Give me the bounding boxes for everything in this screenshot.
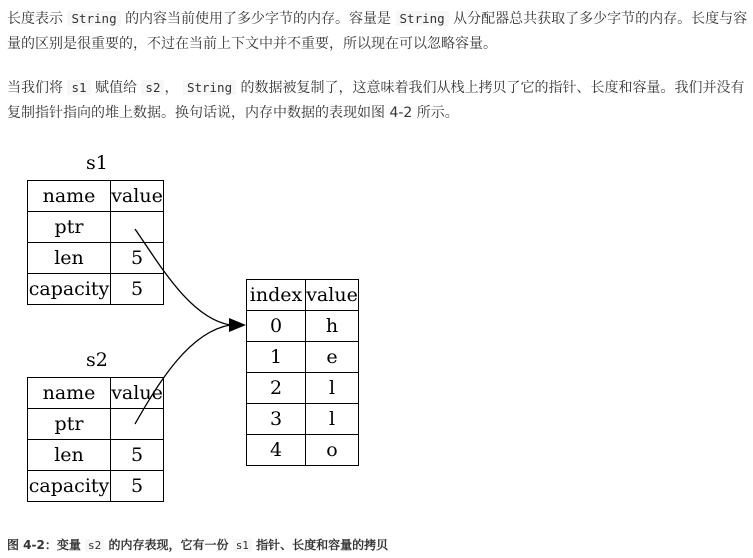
value-cell: l (306, 373, 359, 404)
inline-code: String (396, 11, 449, 26)
value-cell: 5 (111, 440, 164, 471)
name-cell: capacity (28, 471, 111, 502)
value-cell: e (306, 342, 359, 373)
text: 图 4-2：变量 (7, 538, 81, 552)
inline-code: s1 (67, 80, 90, 95)
index-cell: 4 (247, 435, 306, 466)
header-cell: name (28, 378, 111, 409)
text: 从分配器总共获取了多少字节的内存。长度与容量的区别是很重要的，不过在当前上下文中并不重要，所以现在可以忽略容量。 (7, 11, 748, 52)
inline-code: s2 (85, 539, 104, 552)
index-cell: 2 (247, 373, 306, 404)
value-cell: h (306, 311, 359, 342)
header-cell: index (247, 280, 306, 311)
value-cell: o (306, 435, 359, 466)
text: 赋值给 (94, 80, 137, 96)
inline-code: String (67, 11, 120, 26)
inline-code: s2 (141, 80, 164, 95)
name-cell: ptr (28, 212, 111, 243)
arrowhead (229, 318, 246, 332)
inline-code: String (183, 80, 236, 95)
text: 的数据被复制了，这意味着我们从栈上拷贝了它的指针、长度和容量。我们并没有复制指针指向的堆上数据。换句话说，内存中数据的表现如图 4-2 所示。 (7, 80, 745, 121)
name-cell: len (28, 440, 111, 471)
header-cell: name (28, 181, 111, 212)
s1-label: s1 (86, 152, 108, 174)
header-cell: value (111, 181, 164, 212)
name-cell: ptr (28, 409, 111, 440)
index-cell: 0 (247, 311, 306, 342)
header-cell: value (111, 378, 164, 409)
name-cell: capacity (28, 274, 111, 305)
text: ， (164, 80, 179, 96)
text: 当我们将 (7, 80, 63, 96)
figure-caption (7, 536, 388, 553)
inline-code: s1 (233, 539, 252, 552)
s2-label: s2 (86, 349, 108, 371)
s2-pointer-arrow (135, 325, 230, 424)
text: 的内存表现，它有一份 (108, 538, 229, 552)
text: 的内容当前使用了多少字节的内存。容量是 (125, 11, 392, 27)
s1-pointer-arrow (135, 229, 230, 325)
index-cell: 3 (247, 404, 306, 435)
header-cell: value (306, 280, 359, 311)
text: 长度表示 (7, 11, 63, 27)
value-cell: 5 (111, 243, 164, 274)
name-cell: len (28, 243, 111, 274)
value-cell: 5 (111, 471, 164, 502)
value-cell: 5 (111, 274, 164, 305)
index-cell: 1 (247, 342, 306, 373)
value-cell: l (306, 404, 359, 435)
text: 指针、长度和容量的拷贝 (256, 538, 389, 552)
